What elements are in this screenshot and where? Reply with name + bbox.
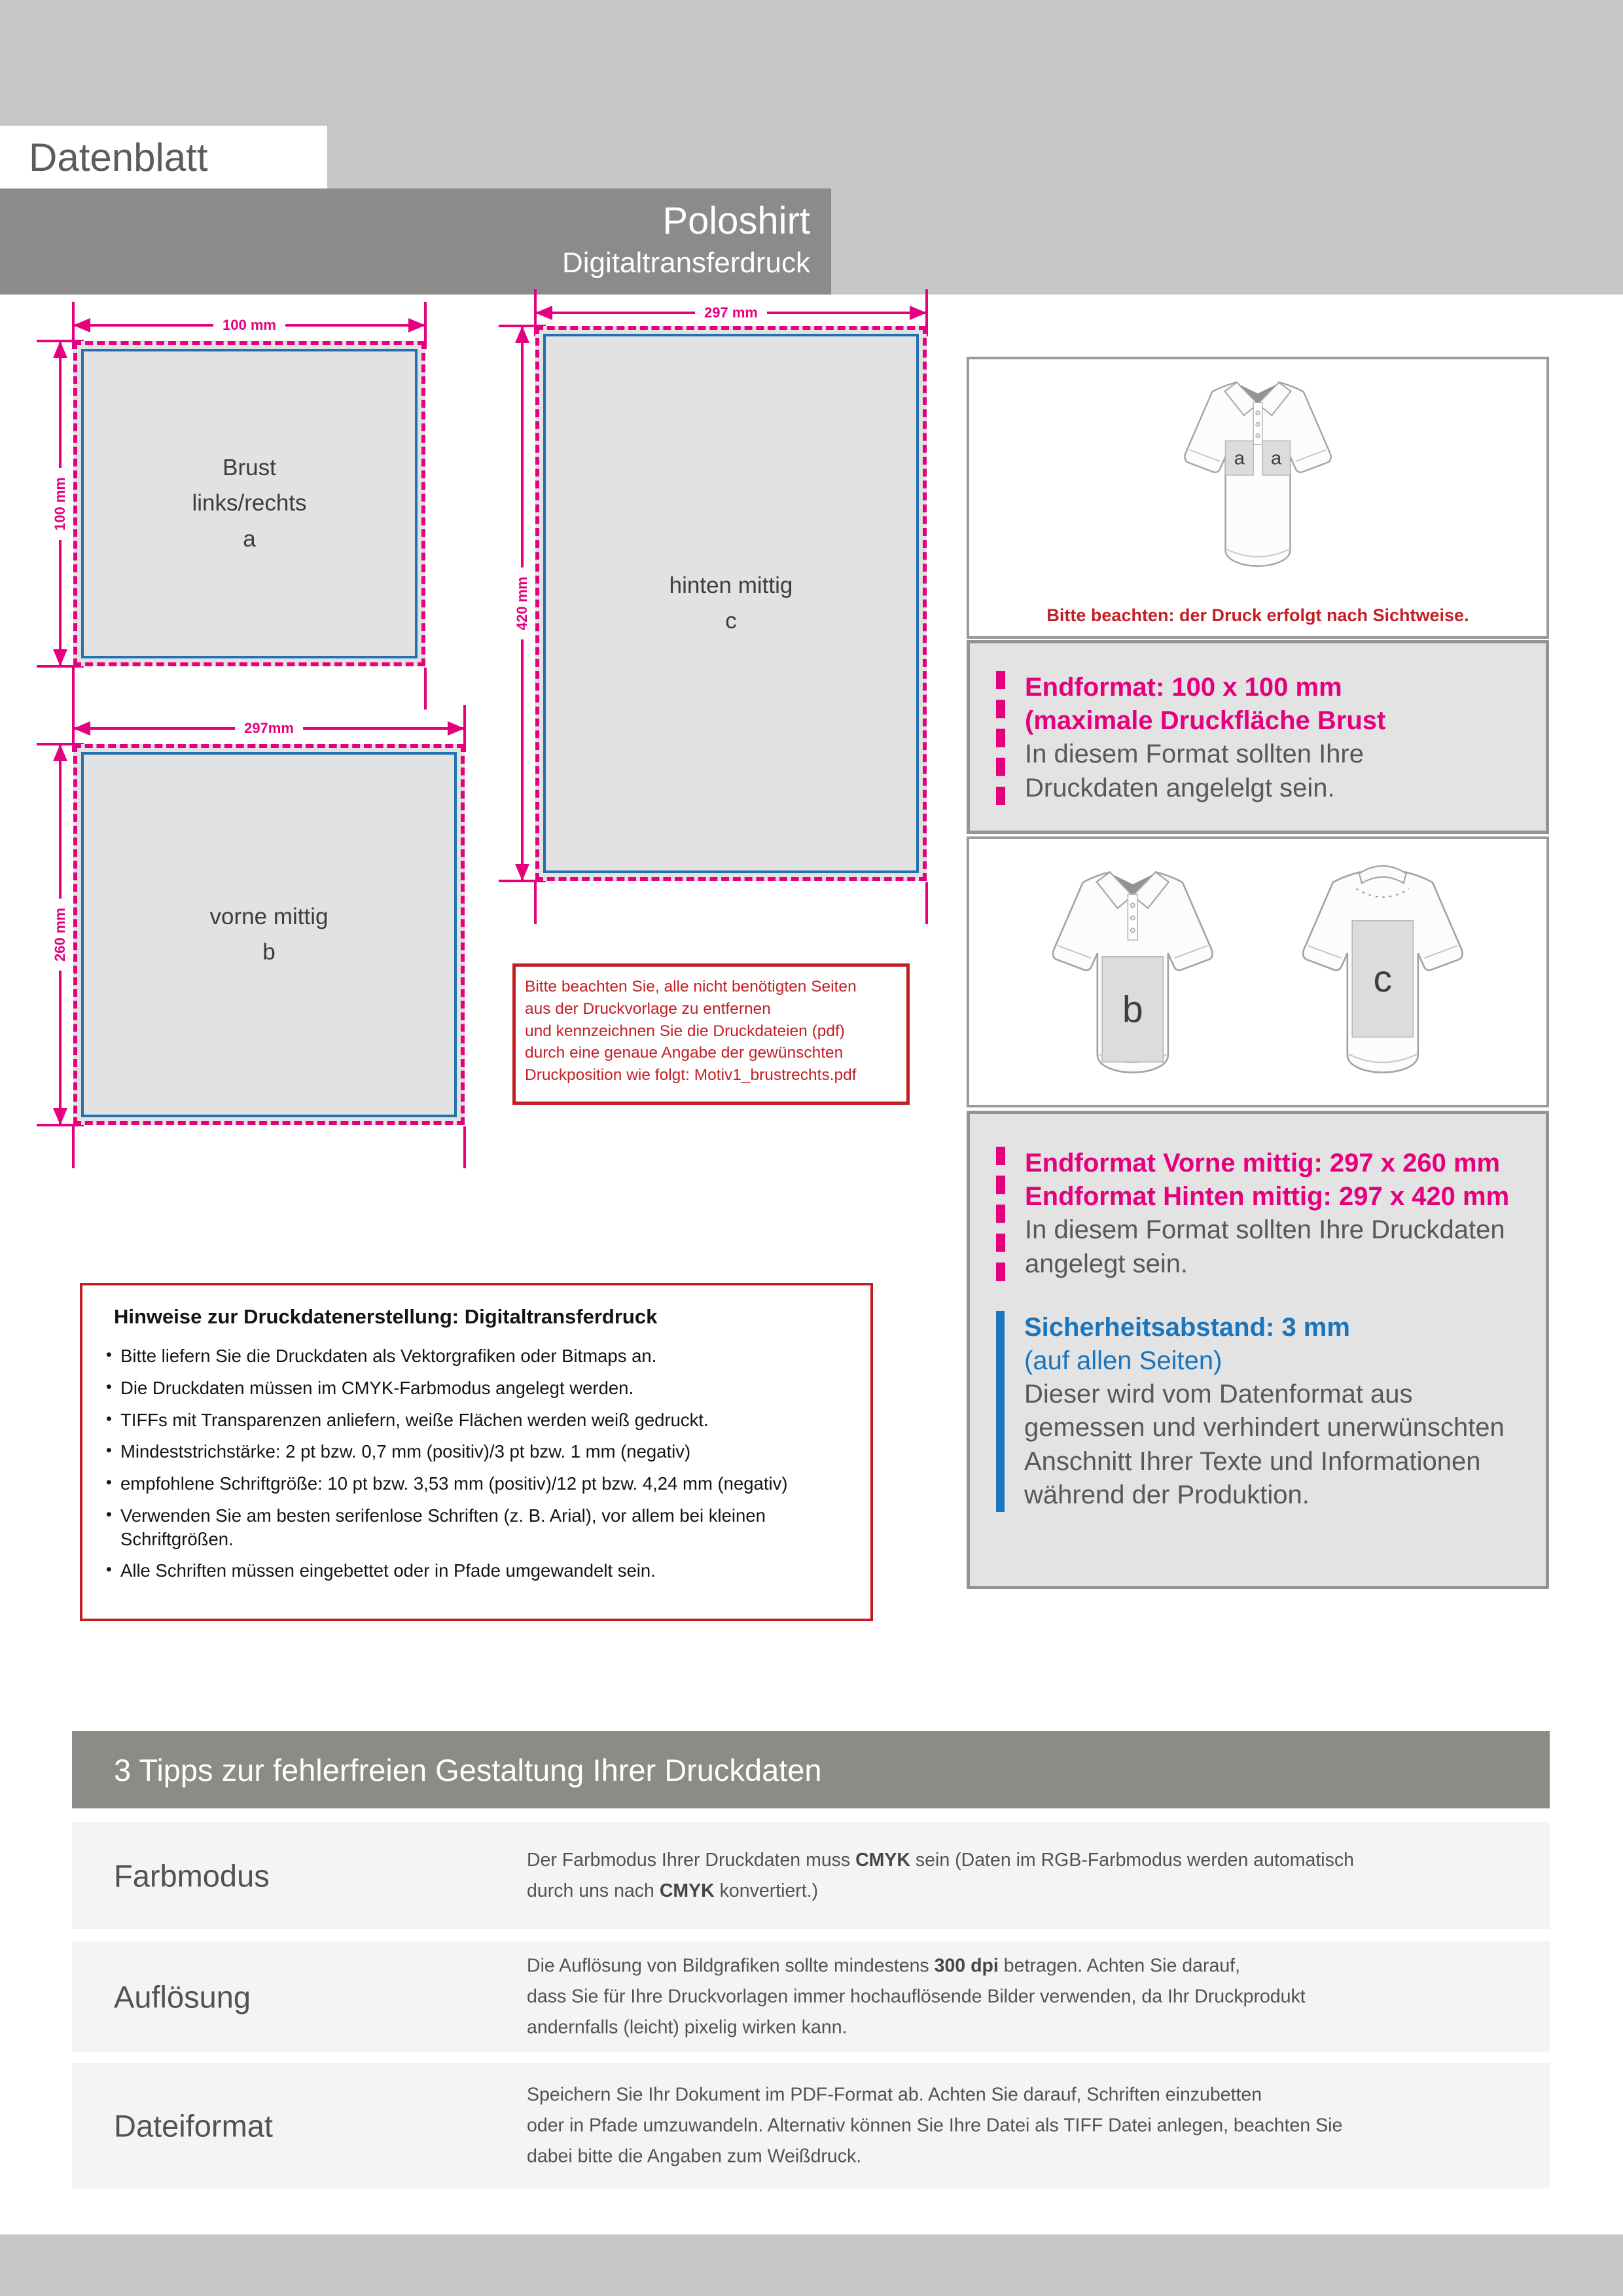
safety-body: Dieser wird vom Datenformat aus [1024,1380,1413,1409]
tip-row-farbmodus [72,1822,1550,1929]
corner-mark [424,668,427,709]
spacer [996,1281,1546,1311]
position-letter: c [725,608,737,634]
endformat-headline: Endformat Vorne mittig: 297 x 260 mm [1025,1149,1501,1177]
marker-a: a [1271,448,1282,469]
corner-mark [72,1126,75,1168]
tips-banner-text: 3 Tipps zur fehlerfreien Gestaltung Ihrer Druckdaten [114,1752,822,1787]
tip-segment: oder in Pfade umzuwandeln. Alternativ können Sie Ihre Datei als TIFF Datei anlegen, beachten Sie [527,2115,1343,2136]
dim-height-brust [46,341,75,666]
endformat-info-brust [967,640,1549,834]
label-line: hinten mittig [669,572,793,598]
endformat-headline: Endformat: 100 x 100 mm [1025,673,1342,702]
dim-arrow-right [448,721,465,736]
tip-line [527,2142,1342,2172]
hinweise-item: • Bitte liefern Sie die Druckdaten als Vektorgrafiken oder Bitmaps an. [105,1344,840,1368]
corner-mark [72,668,75,709]
hinweise-item: • empfohlene Schriftgröße: 10 pt bzw. 3,53 mm (positiv)/12 pt bzw. 4,24 mm (negativ) [105,1472,840,1496]
dim-label: 420 mm [514,567,531,639]
dim-width-hinten [535,298,927,327]
doc-title: Datenblatt [29,135,208,179]
poloshirt-front-b-image [1029,854,1237,1090]
polo-front-back-box [967,836,1549,1107]
footer-band [0,2234,1623,2296]
dim-label: 297 mm [695,304,767,321]
dim-label: 100 mm [52,468,69,540]
corner-mark [463,1126,466,1168]
tip-text [527,1950,1306,2043]
note-line: durch eine genaue Angabe der gewünschten [525,1044,844,1062]
tip-segment: dass Sie für Ihre Druckvorlagen immer hochauflösende Bilder verwenden, da Ihr Druckprodukt [527,1986,1306,2007]
dim-arrow-right [408,318,425,332]
hinweise-item: • Alle Schriften müssen eingebettet oder in Pfade umgewandelt sein. [105,1559,840,1583]
tip-row-aufloesung [72,1941,1550,2053]
marker-b: b [1122,988,1144,1031]
tip-segment: konvertiert.) [714,1880,819,1901]
print-area-vorne [73,744,465,1125]
tip-line [527,1876,1354,1907]
label-line: vorne mittig [209,903,329,929]
hinweise-list [105,1344,853,1583]
tip-line [527,2013,1306,2043]
info-body: In diesem Format sollten Ihre [1025,740,1364,769]
tip-label: Auflösung [114,1979,251,2015]
endformat-headline: Endformat Hinten mittig: 297 x 420 mm [1025,1182,1510,1211]
info-body: In diesem Format sollten Ihre Druckdaten [1025,1215,1505,1245]
tip-segment: Speichern Sie Ihr Dokument im PDF-Format ab. Achten Sie darauf, Schriften einzubetten [527,2084,1262,2106]
info-body: Druckdaten angelelgt sein. [1025,773,1335,802]
label-line: links/rechts [192,490,307,516]
print-area-label-hinten [669,568,793,639]
info-content [996,671,1546,805]
tip-line [527,2079,1342,2110]
dim-arrow-down [53,1108,67,1125]
tip-segment: sein (Daten im RGB-Farbmodus werden automatisch [910,1849,1354,1871]
polo-front-a-box [967,357,1549,639]
tip-segment: dabei bitte die Angaben zum Weißdruck. [527,2145,862,2167]
dim-arrow-right [910,306,927,320]
dim-arrow-left [73,721,90,736]
safety-subline: (auf allen Seiten) [1024,1346,1222,1375]
dim-height-hinten [508,326,537,881]
doc-title-box [0,126,327,188]
magenta-dash-bar [996,1147,1005,1281]
dim-label: 100 mm [213,317,285,334]
note-line: Bitte beachten Sie, alle nicht benötigten Seiten [525,978,857,996]
corner-mark [925,882,928,924]
dim-arrow-up [53,744,67,761]
dim-width-brust [73,311,425,340]
dim-label: 297mm [235,720,303,737]
dim-arrow-down [515,864,529,881]
hinweise-title: Hinweise zur Druckdatenerstellung: Digitaltransferdruck [114,1305,658,1328]
poloshirt-front-image [1162,366,1353,582]
tip-segment: betragen. Achten Sie darauf, [998,1955,1241,1977]
dim-arrow-up [53,341,67,358]
tip-label: Dateiformat [114,2108,273,2144]
print-area-hinten [535,326,927,881]
tip-segment: Die Auflösung von Bildgrafiken sollte mindestens [527,1955,935,1977]
tip-segment: andernfalls (leicht) pixelig wirken kann. [527,2017,847,2038]
info-body: angelegt sein. [1025,1249,1188,1278]
safety-content [996,1311,1546,1512]
hinweise-item: • Die Druckdaten müssen im CMYK-Farbmodus angelegt werden. [105,1376,840,1400]
safety-body: Anschnitt Ihrer Texte und Informationen [1024,1446,1481,1476]
print-area-brust [73,341,425,666]
dim-arrow-left [535,306,552,320]
info-content [996,1147,1546,1281]
safety-body: gemessen und verhindert unerwünschten [1024,1413,1505,1443]
dim-arrow-down [53,649,67,666]
tip-line [527,1950,1306,1981]
hinweise-item: • Verwenden Sie am besten serifenlose Schriften (z. B. Arial), vor allem bei kleinen Schriftgrößen. [105,1504,840,1551]
endformat-info-vorne-hinten [967,1111,1549,1589]
tip-bold: CMYK [659,1880,715,1901]
hinweise-item: • Mindeststrichstärke: 2 pt bzw. 0,7 mm (positiv)/3 pt bzw. 1 mm (negativ) [105,1440,840,1463]
naming-note-box [512,963,910,1105]
tip-text [527,1844,1354,1906]
print-method: Digitaltransferdruck [562,247,810,279]
tip-line [527,2110,1342,2141]
position-letter: a [243,526,256,552]
hinweise-box [80,1283,873,1621]
view-note: Bitte beachten: der Druck erfolgt nach Sichtweise. [1046,605,1469,625]
product-name: Poloshirt [662,200,810,242]
info-lines [1025,1147,1509,1281]
tip-text [527,2079,1342,2172]
tip-segment: Der Farbmodus Ihrer Druckdaten muss [527,1849,856,1871]
position-letter: b [262,939,276,965]
safety-lines [1024,1311,1505,1512]
tips-banner [72,1731,1550,1808]
note-line: aus der Druckvorlage zu entfernen [525,999,771,1018]
dim-arrow-up [515,326,529,343]
hinweise-item: • TIFFs mit Transparenzen anliefern, weiße Flächen werden weiß gedruckt. [105,1408,840,1432]
blue-bar [996,1311,1005,1512]
marker-c: c [1373,958,1393,1000]
tip-label: Farbmodus [114,1858,270,1893]
dim-height-vorne [46,744,75,1125]
print-area-label-brust [192,450,306,557]
magenta-dash-bar [996,671,1005,805]
dim-label: 260 mm [52,899,69,971]
tip-bold: CMYK [855,1849,911,1871]
label-line: Brust [223,455,276,481]
note-line: Druckposition wie folgt: Motiv1_brustrechts.pdf [525,1066,857,1085]
tip-bold: 300 dpi [934,1955,999,1977]
product-banner [0,188,831,295]
marker-a: a [1234,448,1245,469]
tip-row-dateiformat [72,2063,1550,2189]
tip-line [527,1981,1306,2012]
tip-segment: durch uns nach [527,1880,660,1901]
safety-body: während der Produktion. [1024,1480,1310,1509]
info-lines [1025,671,1385,805]
safety-headline: Sicherheitsabstand: 3 mm [1024,1312,1350,1342]
poloshirt-back-c-image [1279,854,1487,1090]
tip-line [527,1844,1354,1875]
dim-arrow-left [73,318,90,332]
corner-mark [534,882,537,924]
print-area-label-vorne [210,899,329,971]
endformat-headline: (maximale Druckfläche Brust [1025,706,1386,736]
note-line: und kennzeichnen Sie die Druckdateien (pdf) [525,1022,845,1040]
dim-width-vorne [73,714,465,743]
